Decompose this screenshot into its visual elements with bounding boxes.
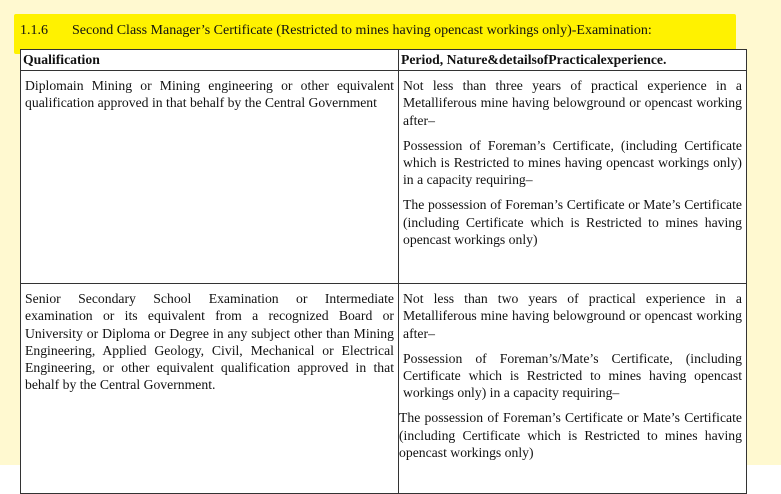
qualification-table	[20, 49, 747, 494]
qualification-header: Qualification	[21, 50, 399, 71]
section-heading	[20, 23, 652, 39]
period-paragraph: The possession of Foreman’s Certificate or Mate’s Certificate (including Certificate which is Restricted to mines having opencast workings only)	[399, 410, 742, 460]
period-header: Period, Nature&detailsofPracticalexperience.	[399, 50, 747, 71]
period-paragraph: Possession of Foreman’s/Mate’s Certificate, (including Certificate which is Restricted to mines having opencast workings only) in a capacity requiring–	[403, 350, 742, 401]
qualification-cell: Senior Secondary School Examination or Intermediate examination or its equivalent from a recognized Board or University or Diploma or Degree in any subject other than Mining Engineering, Applied Geology, Civil, Mechanical or Electrical Engineering, or other equivalent qualification approved in that behalf by the Central Government.	[21, 284, 399, 494]
period-paragraph: The possession of Foreman’s Certificate or Mate’s Certificate (including Certificate which is Restricted to mines having opencast workings only)	[403, 197, 742, 247]
period-paragraph: Possession of Foreman’s Certificate, (including Certificate which is Restricted to mines having opencast workings only) in a capacity requiring–	[403, 137, 742, 188]
period-cell	[399, 284, 747, 494]
qualification-cell: Diplomain Mining or Mining engineering or other equivalent qualification approved in that behalf by the Central Government	[21, 71, 399, 284]
period-cell	[399, 71, 747, 284]
period-paragraph: Not less than three years of practical experience in a Metalliferous mine having belowground or opencast working after–	[403, 78, 742, 128]
section-title: Second Class Manager’s Certificate (Restricted to mines having opencast workings only)-Examination:	[72, 23, 652, 38]
table-row	[21, 284, 747, 494]
period-paragraph: Not less than two years of practical experience in a Metalliferous mine having belowground or opencast working after–	[403, 291, 742, 341]
section-number: 1.1.6	[20, 23, 48, 38]
table-row	[21, 71, 747, 284]
table-header-row	[21, 50, 747, 71]
